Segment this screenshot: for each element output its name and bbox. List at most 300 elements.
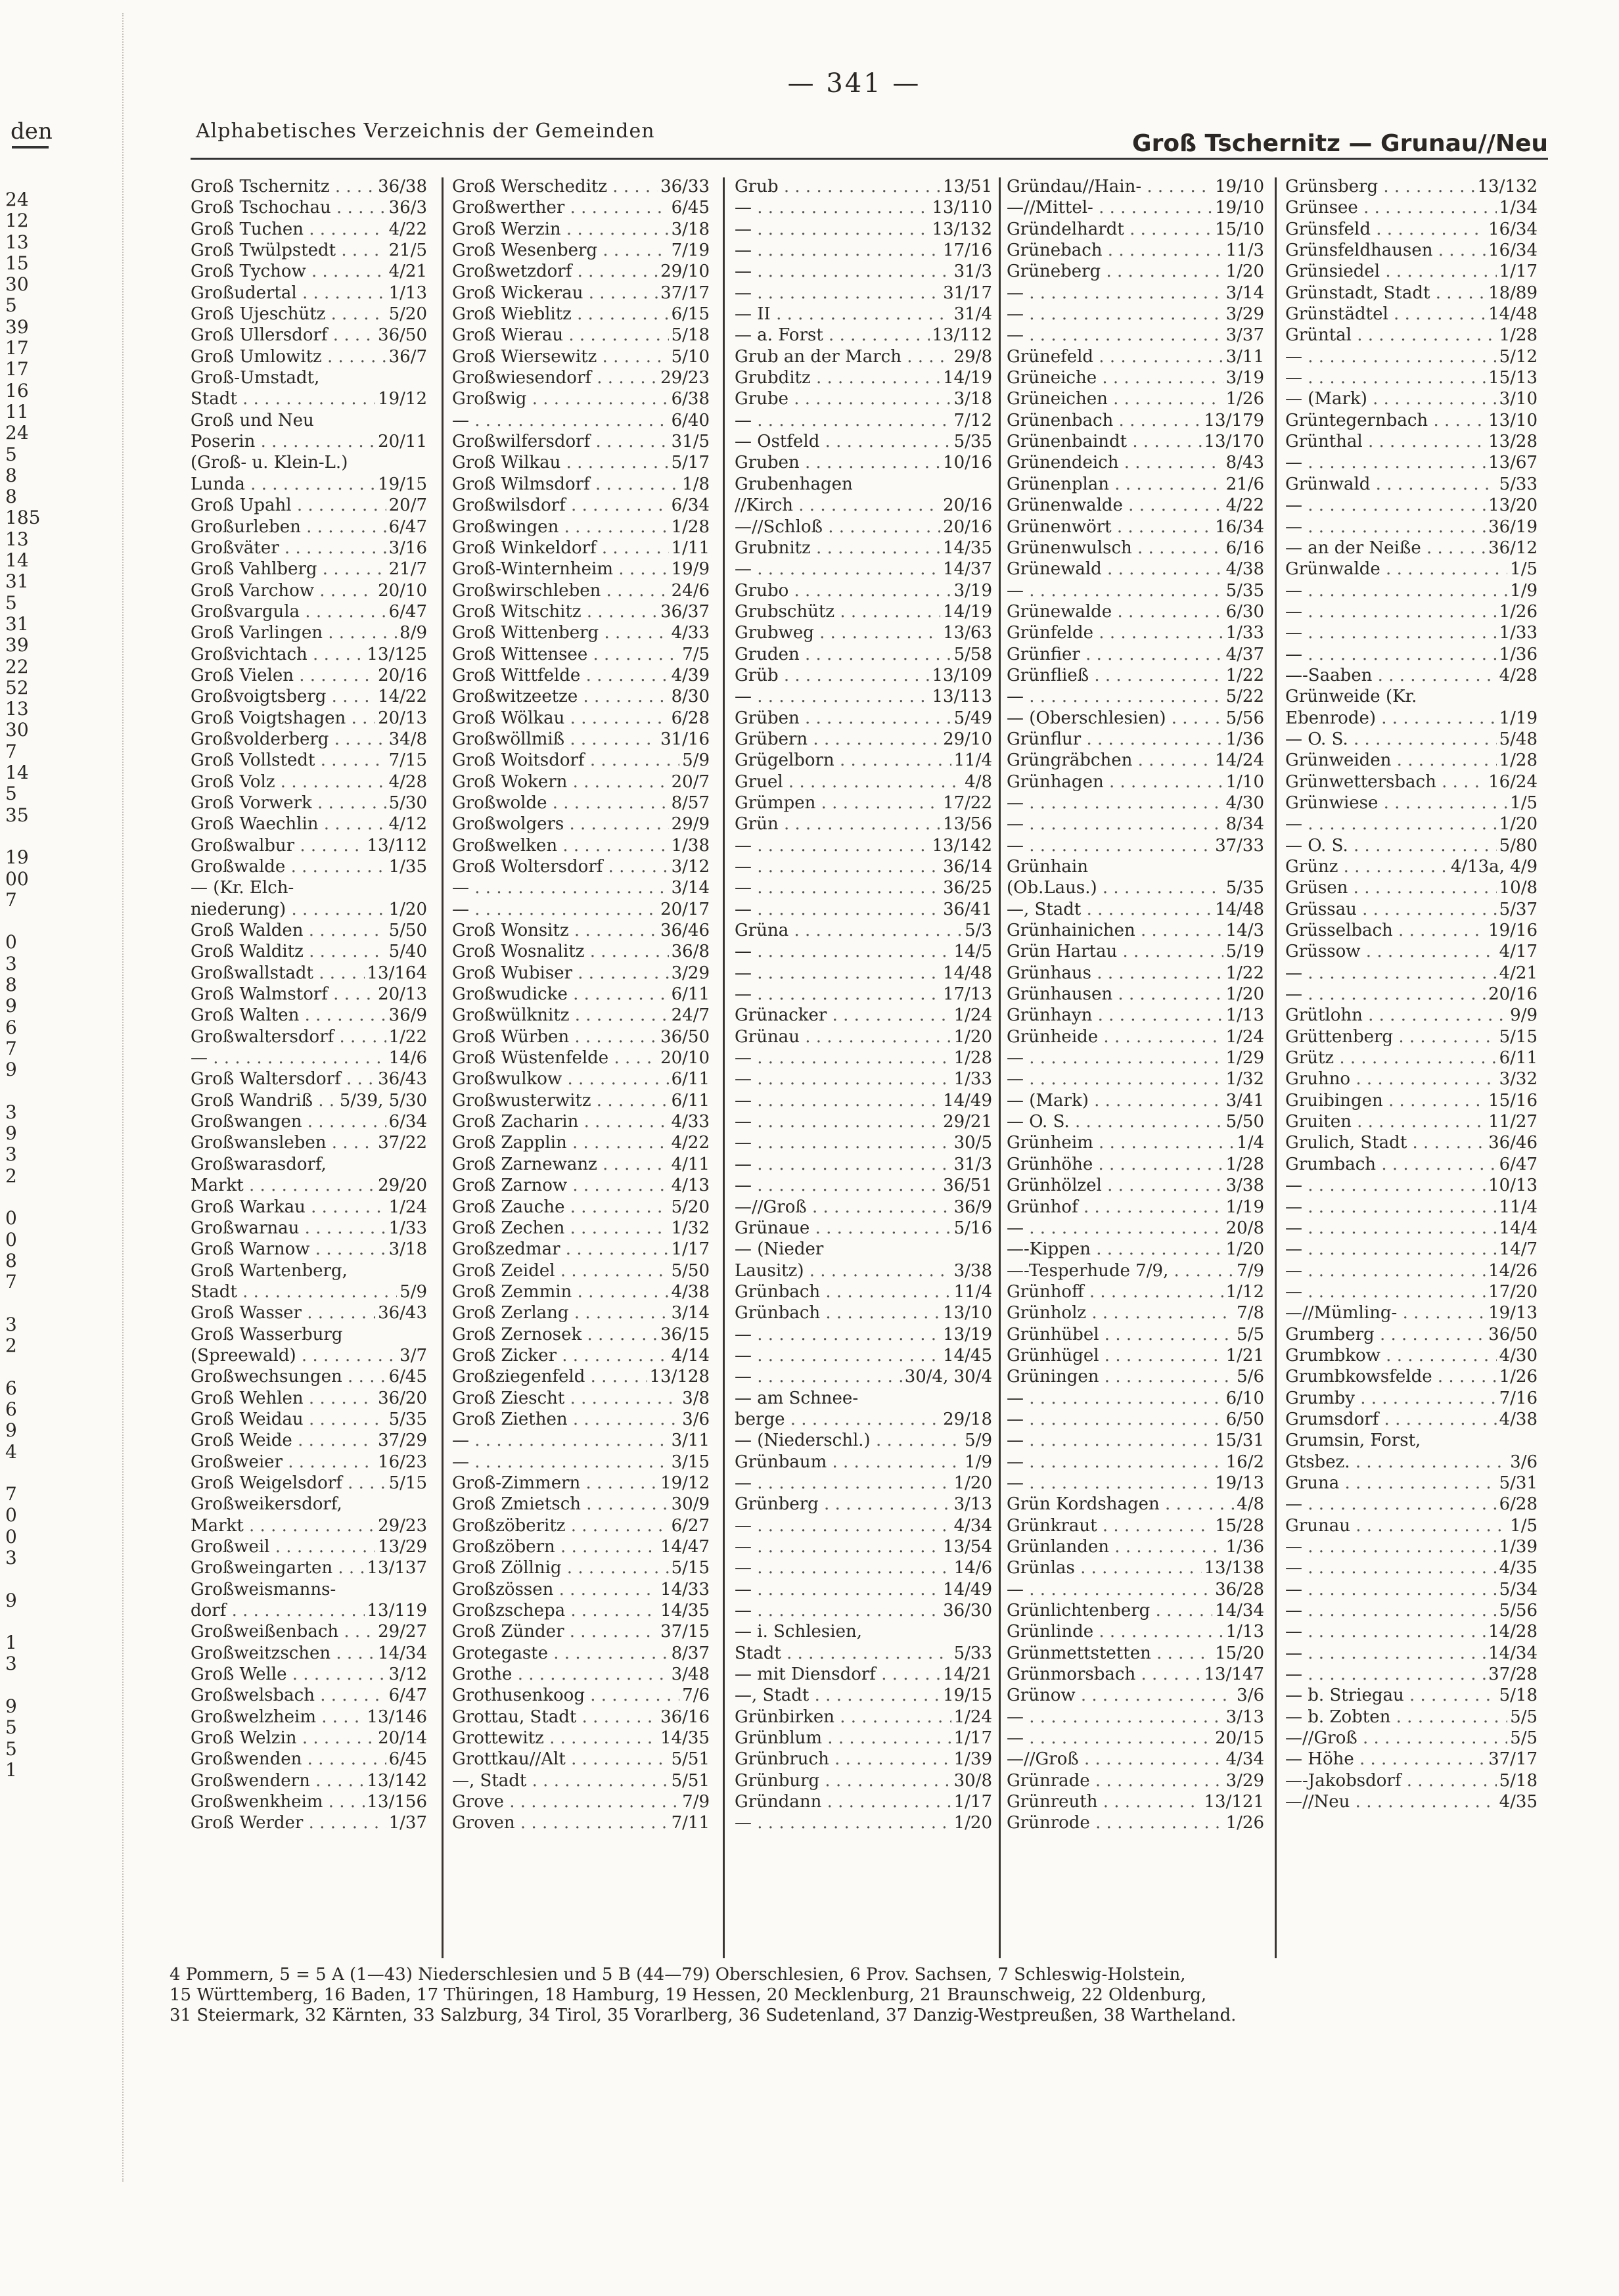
region-code: 1/9 (1510, 580, 1538, 601)
region-code: 29/20 (378, 1176, 427, 1196)
index-entry (191, 1366, 427, 1387)
region-code: 1/26 (1499, 601, 1538, 622)
margin-number: 3 (5, 1144, 17, 1166)
margin-number: 4 (5, 1441, 17, 1463)
margin-number: 30 (5, 720, 29, 741)
index-entry (735, 729, 992, 750)
index-entry (1285, 1791, 1538, 1812)
index-entry (1007, 325, 1264, 346)
index-entry (1285, 941, 1538, 962)
region-code: 15/28 (1215, 1515, 1264, 1536)
place-name: Groß Walden . . . (191, 920, 386, 941)
place-name: — . . . (1285, 580, 1507, 601)
place-name: (Ob.Laus.) . . . (1007, 877, 1223, 898)
region-code: 1/20 (1499, 814, 1538, 835)
place-name: — . . . (1007, 304, 1223, 325)
place-name: — . . . (1007, 1409, 1223, 1430)
index-entry (191, 1218, 427, 1239)
index-entry (191, 984, 427, 1005)
region-code: 1/28 (671, 517, 710, 537)
region-code: 29/23 (660, 368, 710, 388)
place-name: Groß Werder . . . (191, 1812, 386, 1833)
place-name: — . . . (735, 1047, 951, 1068)
place-name: — . . . (1007, 580, 1223, 601)
region-code: 5/50 (671, 1260, 710, 1281)
index-entry (191, 1685, 427, 1706)
index-entry (1285, 1175, 1538, 1196)
index-entry (191, 580, 427, 601)
place-name: — mit Diensdorf . . . (735, 1664, 940, 1685)
region-code: 1/39 (953, 1749, 992, 1770)
index-entry (735, 1388, 992, 1409)
place-name: Grütz . . . (1285, 1047, 1497, 1068)
region-code: 36/50 (378, 325, 427, 346)
index-entry (1285, 1409, 1538, 1430)
index-entry (191, 665, 427, 686)
region-code: 36/41 (943, 899, 992, 919)
place-name: Grünefeld . . . (1007, 346, 1223, 367)
region-code: 13/146 (367, 1707, 427, 1727)
region-code: 14/48 (943, 963, 992, 983)
region-code: 3/18 (388, 1239, 427, 1260)
index-entry (1285, 1068, 1538, 1090)
place-name: Groß Zünder . . . (452, 1621, 658, 1642)
region-code: 13/119 (367, 1601, 427, 1621)
index-entry (452, 1409, 710, 1430)
region-code: 14/45 (943, 1345, 992, 1366)
region-code: 21/5 (388, 241, 427, 261)
index-entry (1007, 176, 1264, 197)
index-entry (191, 176, 427, 197)
region-code: 30/8 (953, 1770, 992, 1791)
index-entry (735, 814, 992, 835)
region-code: 1/13 (1225, 1622, 1264, 1642)
region-code: 6/30 (1225, 601, 1264, 622)
region-code: 1/9 (965, 1452, 992, 1472)
region-code: 13/112 (367, 835, 427, 856)
place-name: Groß und Neu (191, 410, 314, 430)
place-name: —, Stadt . . . (1007, 899, 1212, 920)
margin-number: 7 (5, 1484, 17, 1505)
place-name: — b. Striegau . . . (1285, 1685, 1497, 1706)
region-code: 8/43 (1225, 453, 1264, 473)
place-name: Großweismanns- (191, 1579, 336, 1599)
index-entry (1285, 792, 1538, 814)
index-entry (191, 219, 427, 240)
index-entry (191, 1239, 427, 1260)
place-name: —//Mümling- . . . (1285, 1302, 1486, 1323)
index-entry (1285, 1557, 1538, 1578)
region-code: 36/3 (388, 198, 427, 218)
place-name: Grünsfeldhausen . . . (1285, 240, 1486, 261)
index-entry (735, 984, 992, 1005)
place-name: Groß Würben . . . (452, 1026, 658, 1047)
index-entry (1007, 771, 1264, 792)
region-code: 5/80 (1499, 835, 1538, 856)
margin-number: 3 (5, 953, 17, 975)
index-entry (735, 601, 992, 622)
region-code: 17/16 (943, 241, 992, 261)
region-code: 13/54 (943, 1537, 992, 1557)
index-column-1 (191, 176, 427, 1834)
region-code: 19/13 (1215, 1473, 1264, 1493)
region-code: 1/20 (1225, 262, 1264, 282)
index-entry (1285, 963, 1538, 984)
index-entry (1007, 1685, 1264, 1706)
index-entry (1007, 750, 1264, 771)
place-name: Groß Wehlen . . . (191, 1388, 375, 1409)
place-name: Groß Wüstenfelde . . . (452, 1047, 658, 1068)
region-code: 1/24 (1225, 1026, 1264, 1047)
place-name: Stadt . . . (191, 388, 375, 409)
region-code: 4/13a, 4/9 (1450, 857, 1538, 877)
place-name: Groß Wilmsdorf . . . (452, 474, 679, 495)
margin-number: 5 (5, 783, 17, 805)
region-code: 37/33 (1215, 835, 1264, 856)
region-code: 10/16 (943, 453, 992, 473)
margin-number: 3 (5, 1548, 17, 1569)
place-name: niederung) . . . (191, 899, 386, 920)
region-code: 5/18 (1499, 1686, 1538, 1706)
region-code: 15/31 (1215, 1431, 1264, 1451)
margin-number: 0 (5, 932, 17, 953)
place-name: Grüningen . . . (1007, 1366, 1234, 1387)
index-entry (735, 1728, 992, 1749)
place-name: — . . . (1285, 984, 1486, 1005)
region-code: 6/45 (388, 1749, 427, 1770)
place-name: — . . . (1007, 283, 1223, 304)
margin-number: 39 (5, 635, 29, 656)
place-name: Grünheide . . . (1007, 1026, 1223, 1047)
place-name: Grubditz . . . (735, 367, 940, 388)
region-code: 7/11 (671, 1813, 710, 1833)
margin-number: 31 (5, 613, 29, 635)
place-name: Grünsfeld . . . (1285, 219, 1486, 240)
place-name: — . . . (1007, 814, 1223, 835)
place-name: Grünsee . . . (1285, 197, 1497, 218)
region-code: 37/17 (660, 283, 710, 303)
region-code: 14/26 (1488, 1260, 1538, 1281)
index-entry (191, 1026, 427, 1047)
region-code: 37/29 (378, 1431, 427, 1451)
index-entry (1007, 1473, 1264, 1494)
left-cut-word: den (11, 118, 53, 145)
region-code: 6/45 (388, 1367, 427, 1387)
region-code: 36/25 (943, 878, 992, 898)
region-code: 1/29 (1225, 1048, 1264, 1068)
index-entry (191, 304, 427, 325)
region-code: 30/5 (953, 1133, 992, 1153)
place-name: — . . . (1285, 601, 1497, 622)
index-entry (1007, 920, 1264, 941)
index-entry (191, 1197, 427, 1218)
region-code: 4/38 (1499, 1409, 1538, 1429)
place-name: Grünbach . . . (735, 1302, 940, 1323)
index-entry (1007, 431, 1264, 452)
index-entry (735, 1302, 992, 1323)
region-code: 15/16 (1488, 1090, 1538, 1111)
place-name: Grüsen . . . (1285, 877, 1497, 898)
place-name: Groß Vollstedt . . . (191, 750, 386, 771)
margin-number: 1 (5, 1759, 17, 1781)
index-entry (191, 1621, 427, 1642)
region-code: 14/6 (388, 1048, 427, 1068)
index-entry (191, 963, 427, 984)
region-code: 13/63 (943, 623, 992, 643)
region-code: 29/23 (378, 1515, 427, 1536)
region-code: 3/38 (1225, 1176, 1264, 1196)
place-name: — . . . (1285, 1239, 1497, 1260)
region-code: 1/24 (388, 1197, 427, 1217)
index-entry (191, 1068, 427, 1090)
region-code: 1/24 (953, 1005, 992, 1026)
index-entry (452, 792, 710, 814)
index-entry (1285, 1515, 1538, 1536)
margin-number: 5 (5, 444, 17, 465)
index-entry (191, 474, 427, 495)
index-entry (452, 1068, 710, 1090)
index-entry (452, 1026, 710, 1047)
place-name: Grubenhagen (735, 474, 853, 494)
margin-number: 3 (5, 1314, 17, 1335)
index-entry (191, 1749, 427, 1770)
place-name: Stadt . . . (735, 1643, 951, 1664)
index-entry (735, 1132, 992, 1153)
region-code: 30/4, 30/4 (904, 1367, 992, 1387)
index-entry (735, 1621, 992, 1642)
index-entry (1007, 1621, 1264, 1642)
place-name: Grünbaum . . . (735, 1452, 962, 1473)
index-entry (191, 1473, 427, 1494)
index-entry (1007, 283, 1264, 304)
place-name: — . . . (1285, 963, 1497, 984)
index-entry (452, 1281, 710, 1302)
index-entry (1007, 1260, 1264, 1281)
region-code: 5/39, 5/30 (339, 1090, 427, 1111)
index-entry (1007, 792, 1264, 814)
margin-number: 7 (5, 889, 17, 911)
index-entry (1007, 1728, 1264, 1749)
index-entry (452, 1324, 710, 1345)
margin-number: 6 (5, 1017, 17, 1038)
place-name: — . . . (1285, 1281, 1486, 1302)
margin-number: 9 (5, 1123, 17, 1145)
region-code: 36/30 (943, 1601, 992, 1621)
region-code: 4/38 (671, 1281, 710, 1302)
region-code: 1/26 (1225, 1813, 1264, 1833)
index-entry (1285, 1366, 1538, 1387)
place-name: Grünblum . . . (735, 1728, 951, 1749)
index-entry (191, 261, 427, 282)
place-name: — . . . (1285, 346, 1497, 367)
region-code: 3/14 (1225, 283, 1264, 303)
region-code: 4/38 (1225, 559, 1264, 580)
region-code: 1/22 (388, 1026, 427, 1047)
region-code: 1/33 (1499, 623, 1538, 643)
place-name: — (Kr. Elch- (191, 878, 294, 898)
place-name: — . . . (735, 1812, 951, 1833)
index-entry (1007, 941, 1264, 962)
index-entry (191, 835, 427, 856)
index-entry (1285, 1197, 1538, 1218)
place-name: Großwitzeetze . . . (452, 686, 669, 707)
region-code: 3/29 (1225, 1770, 1264, 1791)
index-entry (735, 1473, 992, 1494)
region-code: 13/137 (367, 1558, 427, 1578)
region-code: 29/9 (671, 814, 710, 835)
place-name: Groß Zöllnig . . . (452, 1557, 669, 1578)
region-code: 1/22 (1225, 963, 1264, 983)
place-name: — (Nieder (735, 1239, 824, 1260)
index-entry (735, 474, 992, 495)
place-name: Grünkraut . . . (1007, 1515, 1212, 1536)
index-entry (452, 410, 710, 431)
region-code: 16/34 (1488, 219, 1538, 239)
index-entry (1285, 1260, 1538, 1281)
place-name: Grünrode . . . (1007, 1812, 1223, 1833)
region-code: 5/15 (671, 1558, 710, 1578)
place-name: Grünlas . . . (1007, 1557, 1202, 1578)
region-code: 5/50 (388, 921, 427, 941)
region-code: 37/15 (660, 1622, 710, 1642)
place-name: — . . . (1285, 1197, 1497, 1218)
region-code: 5/20 (671, 1197, 710, 1217)
region-code: 3/38 (953, 1260, 992, 1281)
index-entry (1285, 431, 1538, 452)
index-entry (1285, 1090, 1538, 1111)
place-name: Grumsin, Forst, (1285, 1431, 1421, 1451)
region-code: 1/38 (671, 835, 710, 856)
index-entry (735, 644, 992, 665)
index-entry (191, 1260, 427, 1281)
region-code: 19/16 (1488, 921, 1538, 941)
place-name: Groß Vorwerk . . . (191, 792, 386, 814)
place-name: Grünmorsbach . . . (1007, 1664, 1202, 1685)
index-entry (452, 1154, 710, 1175)
region-code: 4/12 (388, 814, 427, 835)
index-entry (1285, 1494, 1538, 1515)
index-entry (735, 1664, 992, 1685)
index-entry (735, 1707, 992, 1728)
index-entry (1007, 1515, 1264, 1536)
region-code: 3/32 (1499, 1069, 1538, 1090)
place-name: Großweißenbach . . . (191, 1621, 375, 1642)
index-entry (1285, 708, 1538, 729)
index-entry (1285, 495, 1538, 516)
index-entry (1007, 1175, 1264, 1196)
place-name: Grottewitz . . . (452, 1728, 658, 1749)
region-code: 4/30 (1499, 1345, 1538, 1366)
index-entry (191, 1600, 427, 1621)
place-name: Grünendeich . . . (1007, 452, 1223, 473)
place-name: Groß Woltersdorf . . . (452, 856, 669, 877)
region-code: 6/34 (388, 1112, 427, 1132)
place-name: Grünflur . . . (1007, 729, 1223, 750)
region-code: 36/46 (1488, 1133, 1538, 1153)
index-entry (191, 1536, 427, 1557)
place-name: — (Mark) . . . (1285, 388, 1497, 409)
index-entry (1285, 835, 1538, 856)
region-code: 5/34 (1499, 1579, 1538, 1599)
region-code: 1/5 (1510, 559, 1538, 580)
index-entry (735, 899, 992, 920)
place-name: Groß Tschernitz . . . (191, 176, 375, 197)
place-name: — . . . (1007, 686, 1223, 707)
place-name: — . . . (735, 1090, 940, 1111)
index-entry (452, 431, 710, 452)
region-code: 15/13 (1488, 368, 1538, 388)
index-entry (735, 1430, 992, 1451)
index-entry (735, 346, 992, 367)
index-entry (1285, 1452, 1538, 1473)
region-code: 3/14 (671, 1303, 710, 1323)
region-code: 5/16 (953, 1218, 992, 1238)
index-entry (191, 1515, 427, 1536)
region-code: 13/132 (1477, 177, 1538, 196)
place-name: Großweil . . . (191, 1536, 375, 1557)
index-entry (191, 877, 427, 898)
region-code: 8/30 (671, 687, 710, 707)
index-entry (735, 941, 992, 962)
place-name: — . . . (452, 1430, 669, 1451)
index-entry (452, 835, 710, 856)
region-code: 20/10 (660, 1048, 710, 1068)
margin-number (5, 826, 58, 847)
place-name: Grünhöhe . . . (1007, 1154, 1223, 1175)
index-entry (191, 814, 427, 835)
index-entry (191, 367, 427, 388)
running-header-left: Alphabetisches Verzeichnis der Gemeinden (196, 120, 655, 143)
header-rule (191, 158, 1548, 160)
place-name: — . . . (1007, 1452, 1223, 1473)
index-entry (735, 1324, 992, 1345)
place-name: — . . . (452, 899, 658, 920)
region-code: 1/37 (388, 1813, 427, 1833)
place-name: — . . . (735, 1515, 951, 1536)
place-name: Grüb . . . (735, 665, 930, 686)
place-name: Grünfelde . . . (1007, 622, 1223, 643)
place-name: Grumbkowsfelde . . . (1285, 1366, 1497, 1387)
place-name: —//Groß . . . (735, 1197, 951, 1218)
place-name: Großweikersdorf, (191, 1494, 342, 1515)
region-code: 10/13 (1488, 1176, 1538, 1196)
place-name: —-Tesperhude 7/9, . . . (1007, 1260, 1234, 1281)
index-entry (735, 963, 992, 984)
place-name: Grün Kordshagen . . . (1007, 1494, 1234, 1515)
index-entry (452, 346, 710, 367)
index-entry (1285, 197, 1538, 218)
place-name: Grünlanden . . . (1007, 1536, 1223, 1557)
index-entry (452, 1728, 710, 1749)
index-entry (191, 240, 427, 261)
index-entry (735, 1366, 992, 1387)
index-entry (1007, 1090, 1264, 1111)
place-name: Grünthal . . . (1285, 431, 1486, 452)
index-entry (735, 1452, 992, 1473)
region-code: 36/50 (1488, 1324, 1538, 1344)
place-name: Grünenwalde . . . (1007, 495, 1223, 516)
index-entry (735, 1068, 992, 1090)
index-entry (1285, 920, 1538, 941)
margin-number: 00 (5, 868, 29, 890)
region-code: 3/29 (671, 963, 710, 983)
place-name: Großweitzschen . . . (191, 1643, 375, 1664)
region-code: 6/28 (671, 708, 710, 728)
region-code: 36/20 (378, 1388, 427, 1408)
column-separator (723, 177, 725, 1958)
region-code: 16/23 (378, 1452, 427, 1472)
place-name: Großwendern . . . (191, 1770, 365, 1791)
